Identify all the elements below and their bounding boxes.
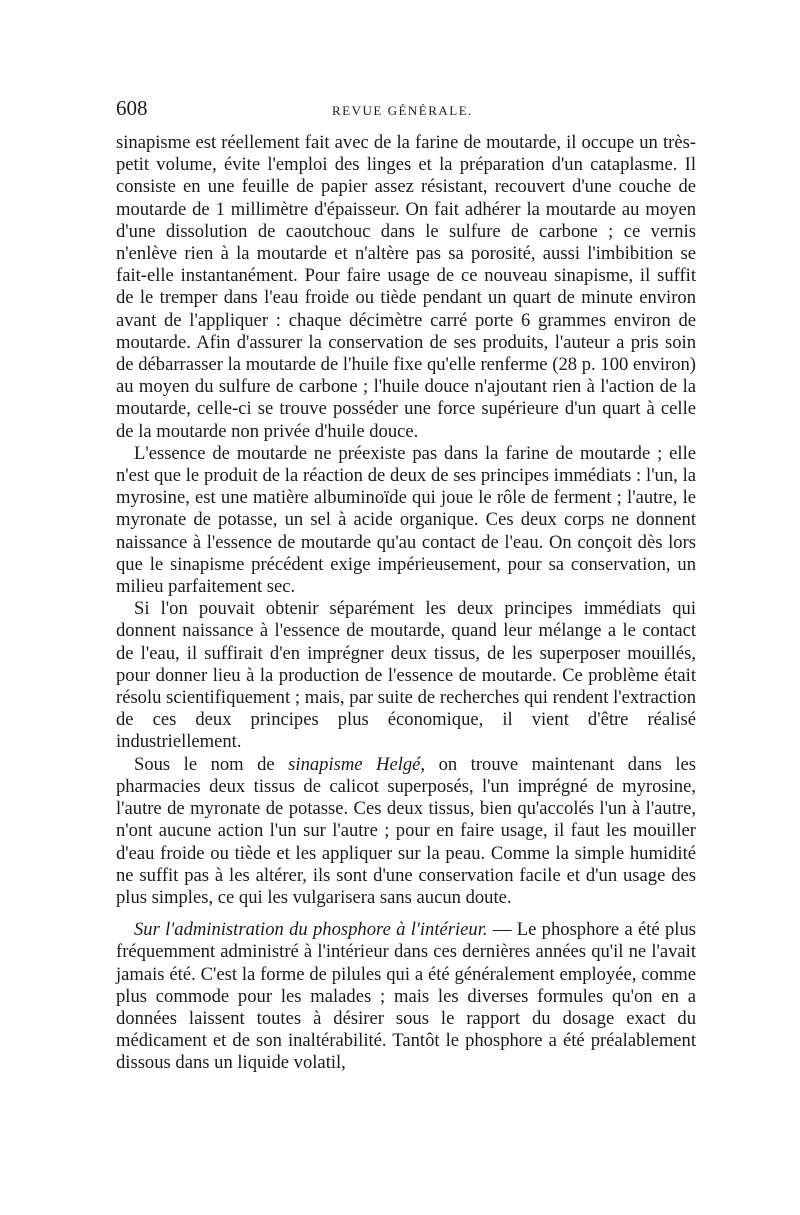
section-gap <box>116 909 696 919</box>
paragraph-4 <box>116 754 696 909</box>
paragraph-4-lead: Sous le nom de <box>134 753 289 775</box>
paragraph-5-body: — Le phosphore a été plus fréquemment administré à l'intérieur dans ces dernières années qu'il ne l'avait jamais été. C'est la forme de pilules qui a été généralement employée, comme plus commode pour les malades ; mais les diverses formules qu'on en a données laissent toutes à désirer sous le rapport du dosage exact du médicament et de son inaltérabilité. Tantôt le phosphore a été préalablement dissous dans un liquide volatil, <box>116 919 696 1074</box>
paragraph-5 <box>116 919 696 1074</box>
running-head: REVUE GÉNÉRALE. <box>332 103 473 118</box>
paragraph-2: L'essence de moutarde ne préexiste pas dans la farine de moutarde ; elle n'est que le produit de la réaction de deux de ses principes immédiats : l'un, la myrosine, est une matière albuminoïde qui joue le rôle de ferment ; l'autre, le myronate de potasse, un sel à acide organique. Ces deux corps ne donnent naissance à l'essence de moutarde qu'au contact de l'eau. On conçoit dès lors que le sinapisme précédent exige impérieusement, pour sa conservation, un milieu parfaitement sec. <box>116 442 696 598</box>
paragraph-4-body: on trouve maintenant dans les pharmacies deux tissus de calicot superposés, l'un imprégné de myrosine, l'autre de myronate de potasse. Ces deux tissus, bien qu'accolés l'un à l'autre, n'ont aucune action l'un sur l'autre ; pour en faire usage, il faut les mouiller d'eau froide ou tiède et les appliquer sur la peau. Comme la simple humidité ne suffit pas à les altérer, ils sont d'une conservation facile et d'un usage des plus simples, ce qui les vulgarisera sans aucun doute. <box>116 753 696 908</box>
paragraph-4-term: sinapisme Helgé, <box>288 753 426 775</box>
paragraph-3: Si l'on pouvait obtenir séparément les deux principes immédiats qui donnent naissance à l'essence de moutarde, quand leur mélange a le contact de l'eau, il suffirait d'en imprégner deux tissus, de les superposer mouillés, pour donner lieu à la production de l'essence de moutarde. Ce problème était résolu scientifiquement ; mais, par suite de recherches qui rendent l'extraction de ces deux principes plus économique, il vient d'être réalisé industriellement. <box>116 598 696 753</box>
paragraph-1: sinapisme est réellement fait avec de la farine de moutarde, il occupe un très-petit volume, évite l'emploi des linges et la préparation d'un cataplasme. Il consiste en une feuille de papier assez résistant, recouvert d'une couche de moutarde de 1 millimètre d'épaisseur. On fait adhérer la moutarde au moyen d'une dissolution de caoutchouc dans le sulfure de carbone ; ce vernis n'enlève rien à la moutarde et n'altère pas sa porosité, aussi l'imbibition se fait-elle instantanément. Pour faire usage de ce nouveau sinapisme, il suffit de le tremper dans l'eau froide ou tiède pendant un quart de minute environ avant de l'appliquer : chaque décimètre carré porte 6 grammes environ de moutarde. Afin d'assurer la conservation de ses produits, l'auteur a pris soin de débarrasser la moutarde de l'huile fixe qu'elle renferme (28 p. 100 environ) au moyen du sulfure de carbone ; l'huile douce n'ajoutant rien à l'action de la moutarde, celle-ci se trouve posséder une force supérieure d'un quart à celle de la moutarde non privée d'huile douce. <box>116 132 696 442</box>
section-heading: Sur l'administration du phosphore à l'intérieur. <box>134 919 488 941</box>
page-header <box>116 96 696 132</box>
body-text <box>116 132 696 1075</box>
page-number: 608 <box>116 96 148 120</box>
